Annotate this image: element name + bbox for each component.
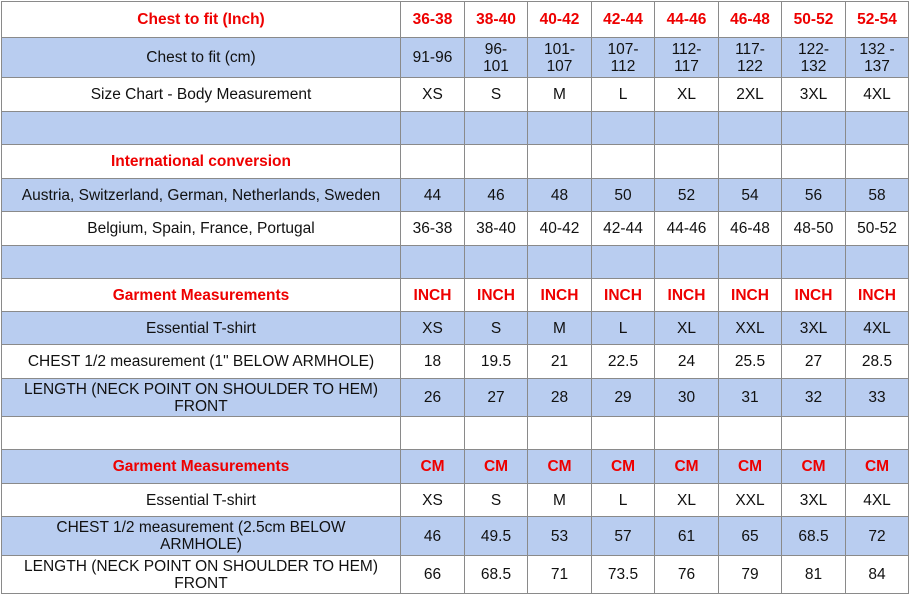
size-cell: 27: [782, 345, 846, 379]
size-cell: [782, 417, 846, 450]
size-cell: INCH: [465, 279, 528, 312]
size-cell: CM: [528, 450, 592, 484]
size-cell: 112- 117: [655, 38, 719, 78]
size-cell: XL: [655, 484, 719, 517]
size-cell: 117- 122: [719, 38, 782, 78]
table-row: [2, 112, 909, 145]
row-label: Essential T-shirt: [2, 312, 401, 345]
size-cell: [592, 246, 655, 279]
size-cell: 26: [401, 379, 465, 417]
size-cell: 68.5: [465, 556, 528, 594]
size-cell: L: [592, 78, 655, 112]
size-cell: 52-54: [846, 2, 909, 38]
row-label: Belgium, Spain, France, Portugal: [2, 212, 401, 246]
size-cell: 22.5: [592, 345, 655, 379]
size-cell: 65: [719, 517, 782, 556]
size-cell: 81: [782, 556, 846, 594]
size-cell: M: [528, 312, 592, 345]
size-cell: INCH: [655, 279, 719, 312]
size-cell: L: [592, 312, 655, 345]
row-label: Austria, Switzerland, German, Netherlands, Sweden: [2, 179, 401, 212]
table-row: [2, 38, 909, 78]
table-row: [2, 345, 909, 379]
size-cell: 42-44: [592, 212, 655, 246]
row-label: [2, 246, 401, 279]
size-cell: [782, 145, 846, 179]
size-cell: CM: [782, 450, 846, 484]
size-cell: XS: [401, 484, 465, 517]
size-cell: 107- 112: [592, 38, 655, 78]
size-cell: CM: [401, 450, 465, 484]
size-cell: [592, 145, 655, 179]
size-cell: 50-52: [782, 2, 846, 38]
size-cell: 40-42: [528, 212, 592, 246]
size-cell: 46-48: [719, 212, 782, 246]
size-cell: 56: [782, 179, 846, 212]
row-label: LENGTH (NECK POINT ON SHOULDER TO HEM) FRONT: [2, 556, 401, 594]
size-cell: 28.5: [846, 345, 909, 379]
size-cell: [655, 112, 719, 145]
row-label: [2, 112, 401, 145]
size-cell: INCH: [592, 279, 655, 312]
size-cell: M: [528, 78, 592, 112]
row-label: International conversion: [2, 145, 401, 179]
size-chart-body: [2, 2, 909, 594]
row-label: Chest to fit (cm): [2, 38, 401, 78]
size-cell: 21: [528, 345, 592, 379]
size-cell: [528, 246, 592, 279]
size-cell: 44-46: [655, 2, 719, 38]
table-row: [2, 517, 909, 556]
row-label: CHEST 1/2 measurement (1" BELOW ARMHOLE): [2, 345, 401, 379]
size-cell: 29: [592, 379, 655, 417]
size-cell: 4XL: [846, 312, 909, 345]
size-cell: 33: [846, 379, 909, 417]
size-cell: 79: [719, 556, 782, 594]
size-cell: 54: [719, 179, 782, 212]
size-cell: 27: [465, 379, 528, 417]
size-cell: 52: [655, 179, 719, 212]
size-cell: 19.5: [465, 345, 528, 379]
size-cell: 28: [528, 379, 592, 417]
size-chart-table: [1, 1, 909, 594]
size-cell: 3XL: [782, 484, 846, 517]
size-cell: 38-40: [465, 212, 528, 246]
size-cell: INCH: [782, 279, 846, 312]
size-cell: [465, 246, 528, 279]
row-label: CHEST 1/2 measurement (2.5cm BELOW ARMHOLE): [2, 517, 401, 556]
table-row: [2, 78, 909, 112]
size-cell: INCH: [719, 279, 782, 312]
size-cell: [401, 417, 465, 450]
size-cell: [401, 112, 465, 145]
row-label: Chest to fit (Inch): [2, 2, 401, 38]
size-cell: 24: [655, 345, 719, 379]
size-cell: 101- 107: [528, 38, 592, 78]
size-cell: INCH: [846, 279, 909, 312]
size-cell: 66: [401, 556, 465, 594]
size-cell: 4XL: [846, 484, 909, 517]
table-row: [2, 145, 909, 179]
size-cell: 50: [592, 179, 655, 212]
size-cell: 91-96: [401, 38, 465, 78]
size-cell: [846, 145, 909, 179]
table-row: [2, 246, 909, 279]
size-cell: [846, 246, 909, 279]
size-cell: 4XL: [846, 78, 909, 112]
size-cell: CM: [465, 450, 528, 484]
size-cell: CM: [846, 450, 909, 484]
size-cell: 31: [719, 379, 782, 417]
size-cell: 132 - 137: [846, 38, 909, 78]
size-cell: 36-38: [401, 212, 465, 246]
size-cell: [465, 112, 528, 145]
size-cell: 44-46: [655, 212, 719, 246]
size-cell: 36-38: [401, 2, 465, 38]
size-cell: CM: [719, 450, 782, 484]
size-cell: 46-48: [719, 2, 782, 38]
size-cell: 122- 132: [782, 38, 846, 78]
size-cell: [719, 112, 782, 145]
size-cell: 57: [592, 517, 655, 556]
size-cell: S: [465, 78, 528, 112]
size-cell: 3XL: [782, 312, 846, 345]
size-cell: CM: [592, 450, 655, 484]
size-cell: 68.5: [782, 517, 846, 556]
size-cell: S: [465, 484, 528, 517]
size-cell: 58: [846, 179, 909, 212]
table-row: [2, 212, 909, 246]
size-cell: 42-44: [592, 2, 655, 38]
size-cell: 49.5: [465, 517, 528, 556]
size-cell: [782, 246, 846, 279]
size-cell: 46: [465, 179, 528, 212]
size-cell: 71: [528, 556, 592, 594]
size-cell: [846, 112, 909, 145]
size-cell: INCH: [528, 279, 592, 312]
size-cell: [782, 112, 846, 145]
size-cell: S: [465, 312, 528, 345]
size-cell: INCH: [401, 279, 465, 312]
table-row: [2, 417, 909, 450]
size-cell: 50-52: [846, 212, 909, 246]
size-cell: [465, 145, 528, 179]
size-cell: 38-40: [465, 2, 528, 38]
size-cell: 53: [528, 517, 592, 556]
size-cell: 18: [401, 345, 465, 379]
size-cell: 3XL: [782, 78, 846, 112]
size-cell: [401, 246, 465, 279]
row-label: [2, 417, 401, 450]
size-cell: 30: [655, 379, 719, 417]
size-cell: 2XL: [719, 78, 782, 112]
table-row: [2, 2, 909, 38]
size-cell: M: [528, 484, 592, 517]
size-cell: 76: [655, 556, 719, 594]
size-cell: [528, 145, 592, 179]
size-cell: XXL: [719, 484, 782, 517]
size-cell: 73.5: [592, 556, 655, 594]
table-row: [2, 179, 909, 212]
table-row: [2, 279, 909, 312]
size-cell: 96- 101: [465, 38, 528, 78]
size-cell: 46: [401, 517, 465, 556]
size-cell: 61: [655, 517, 719, 556]
size-cell: XL: [655, 312, 719, 345]
size-cell: 84: [846, 556, 909, 594]
size-cell: [846, 417, 909, 450]
table-row: [2, 484, 909, 517]
size-cell: [655, 246, 719, 279]
size-cell: XXL: [719, 312, 782, 345]
size-cell: L: [592, 484, 655, 517]
size-cell: 44: [401, 179, 465, 212]
size-cell: [528, 112, 592, 145]
size-cell: [719, 145, 782, 179]
size-cell: [655, 145, 719, 179]
size-cell: XL: [655, 78, 719, 112]
table-row: [2, 556, 909, 594]
size-cell: [465, 417, 528, 450]
size-cell: XS: [401, 312, 465, 345]
size-cell: XS: [401, 78, 465, 112]
size-cell: [719, 417, 782, 450]
size-cell: [592, 417, 655, 450]
size-cell: CM: [655, 450, 719, 484]
size-cell: 48-50: [782, 212, 846, 246]
size-cell: 25.5: [719, 345, 782, 379]
row-label: Essential T-shirt: [2, 484, 401, 517]
size-cell: [528, 417, 592, 450]
row-label: Garment Measurements: [2, 279, 401, 312]
size-cell: [719, 246, 782, 279]
size-cell: 72: [846, 517, 909, 556]
size-cell: [592, 112, 655, 145]
size-cell: [655, 417, 719, 450]
size-cell: 40-42: [528, 2, 592, 38]
size-cell: 32: [782, 379, 846, 417]
size-cell: 48: [528, 179, 592, 212]
table-row: [2, 312, 909, 345]
size-cell: [401, 145, 465, 179]
table-row: [2, 379, 909, 417]
row-label: Size Chart - Body Measurement: [2, 78, 401, 112]
table-row: [2, 450, 909, 484]
row-label: LENGTH (NECK POINT ON SHOULDER TO HEM) FRONT: [2, 379, 401, 417]
row-label: Garment Measurements: [2, 450, 401, 484]
